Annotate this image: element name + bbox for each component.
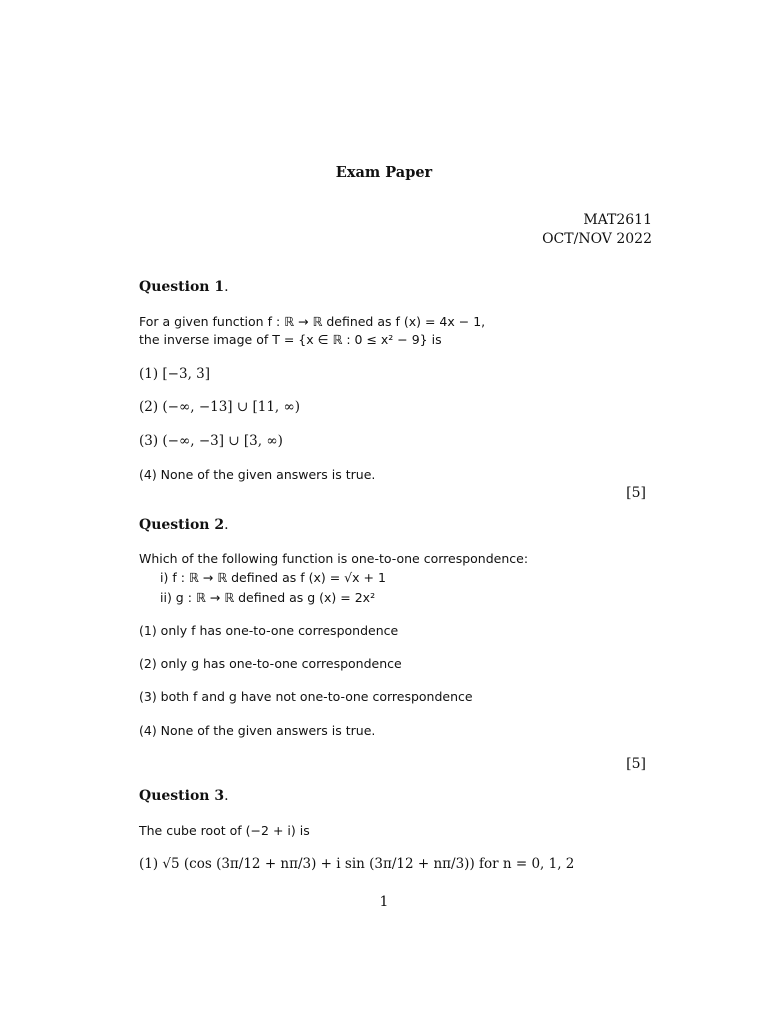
- question-1-stem-line2: the inverse image of T = {x ∈ ℝ : 0 ≤ x² − 9} is: [139, 332, 442, 347]
- question-1-option-3: (3) (−∞, −3] ∪ [3, ∞): [139, 433, 283, 449]
- question-2-marks: [5]: [626, 756, 646, 772]
- exam-session: OCT/NOV 2022: [542, 231, 652, 247]
- question-1-option-2: (2) (−∞, −13] ∪ [11, ∞): [139, 399, 301, 415]
- question-1-stem-line1: For a given function f : ℝ → ℝ defined as f (x) = 4x − 1,: [139, 314, 486, 329]
- question-1-heading: Question 1.: [139, 279, 229, 295]
- question-2-option-2: (2) only g has one-to-one correspondence: [139, 656, 402, 671]
- course-code: MAT2611: [583, 212, 652, 228]
- question-2-option-1: (1) only f has one-to-one correspondence: [139, 623, 399, 638]
- question-3-heading: Question 3.: [139, 788, 229, 804]
- question-2-option-3: (3) both f and g have not one-to-one correspondence: [139, 689, 473, 704]
- question-1-option-4: (4) None of the given answers is true.: [139, 467, 376, 482]
- question-2-item-1: i) f : ℝ → ℝ defined as f (x) = √x + 1: [160, 570, 386, 585]
- page-title: Exam Paper: [335, 164, 433, 181]
- question-3-stem: The cube root of (−2 + i) is: [139, 823, 310, 838]
- page-number: 1: [379, 894, 389, 910]
- question-1-title: Question 1: [139, 279, 225, 295]
- question-3-title: Question 3: [139, 788, 225, 804]
- question-1-option-1: (1) [−3, 3]: [139, 366, 211, 382]
- question-2-stem: Which of the following function is one-to-one correspondence:: [139, 551, 529, 566]
- question-3-option-1: (1) √5 (cos (3π/12 + nπ/3) + i sin (3π/12 + nπ/3)) for n = 0, 1, 2: [139, 856, 575, 872]
- question-2-heading: Question 2.: [139, 517, 229, 533]
- question-2-option-4: (4) None of the given answers is true.: [139, 723, 376, 738]
- question-1-marks: [5]: [626, 485, 646, 501]
- question-2-title: Question 2: [139, 517, 225, 533]
- question-2-item-2: ii) g : ℝ → ℝ defined as g (x) = 2x²: [160, 590, 376, 605]
